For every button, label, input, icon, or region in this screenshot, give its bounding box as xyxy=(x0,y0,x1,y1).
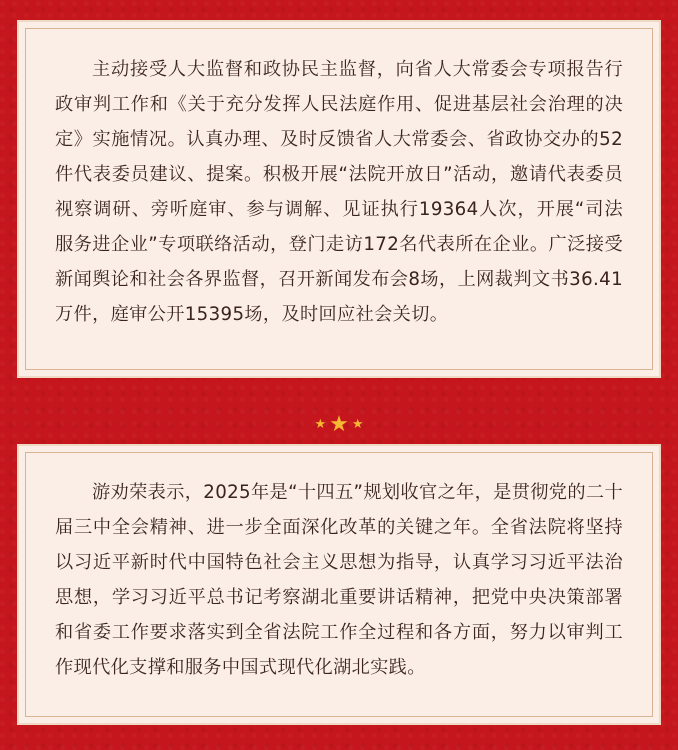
paragraph-second: 游劝荣表示，2025年是“十四五”规划收官之年，是贯彻党的二十届三中全会精神、进一步全面深化改革的关键之年。全省法院将坚持以习近平新时代中国特色社会主义思想为指导，认真学习习近平法治思想，学习习近平总书记考察湖北重要讲话精神，把党中央决策部署和省委工作要求落实到全省法院工作全过程和各方面，努力以审判工作现代化支撑和服务中国式现代化湖北实践。 xyxy=(55,482,623,678)
star-small-left-icon: ★ xyxy=(314,416,327,432)
star-large-center-icon: ★ xyxy=(329,411,349,437)
text-card-first xyxy=(17,20,661,378)
paragraph-first: 主动接受人大监督和政协民主监督，向省人大常委会专项报告行政审判工作和《关于充分发挥人民法庭作用、促进基层社会治理的决定》实施情况。认真办理、及时反馈省人大常委会、省政协交办的52件代表委员建议、提案。积极开展“法院开放日”活动，邀请代表委员视察调研、旁听庭审、参与调解、见证执行19364人次，开展“司法服务进企业”专项联络活动，登门走访172名代表所在企业。广泛接受新闻舆论和社会各界监督，召开新闻发布会8场，上网裁判文书36.41万件，庭审公开15395场，及时回应社会关切。 xyxy=(55,59,623,325)
text-card-second xyxy=(17,444,661,725)
star-small-right-icon: ★ xyxy=(351,416,364,432)
three-stars-icon xyxy=(0,411,678,437)
